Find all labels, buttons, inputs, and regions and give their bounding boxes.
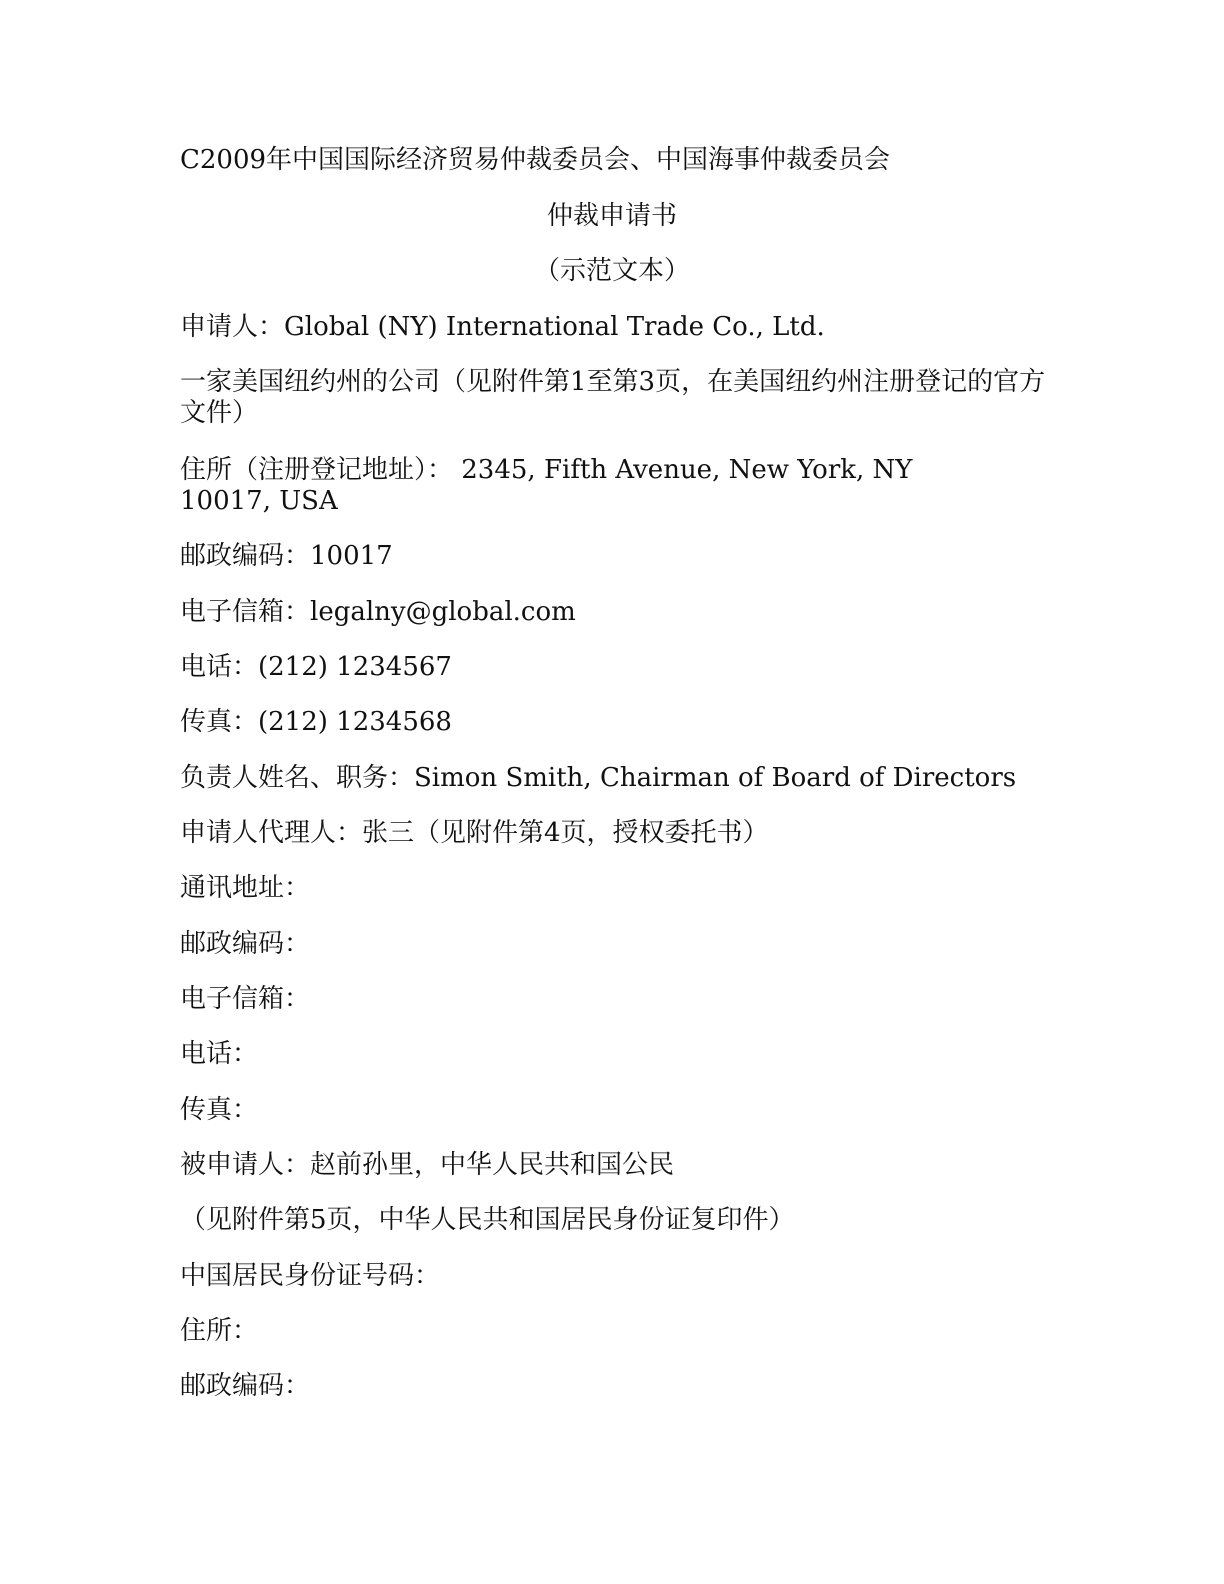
agent-name: 申请人代理人：张三（见附件第4页，授权委托书） [180,818,769,848]
respondent-name: 被申请人：赵前孙里，中华人民共和国公民 [180,1150,675,1180]
applicant-description: 一家美国纽约州的公司（见附件第1至第3页，在美国纽约州注册登记的官方文件） [180,367,1046,428]
respondent-id-number: 中国居民身份证号码： [180,1261,441,1291]
applicant-address: 住所（注册登记地址）： 2345, Fifth Avenue, New York, NY 10017, USA [180,455,913,516]
respondent-address: 住所： [180,1316,259,1346]
applicant-fax: 传真：(212) 1234568 [180,707,452,737]
agent-postal-code: 邮政编码： [180,929,311,959]
agent-address: 通讯地址： [180,873,311,903]
respondent-postal-code: 邮政编码： [180,1371,311,1401]
applicant-email: 电子信箱：legalny@global.com [180,597,576,627]
applicant-representative: 负责人姓名、职务：Simon Smith, Chairman of Board of Directors [180,763,1017,793]
applicant-name: 申请人：Global (NY) International Trade Co., Ltd. [180,312,825,342]
agent-email: 电子信箱： [180,984,311,1014]
document-subtitle: （示范文本） [533,256,690,286]
document-title: 仲裁申请书 [546,201,677,231]
agent-phone: 电话： [180,1039,259,1069]
document-header: C2009年中国国际经济贸易仲裁委员会、中国海事仲裁委员会 [180,145,891,175]
applicant-postal-code: 邮政编码：10017 [180,541,393,571]
agent-fax: 传真： [180,1095,259,1125]
respondent-attachment: （见附件第5页，中华人民共和国居民身份证复印件） [180,1205,795,1235]
applicant-phone: 电话：(212) 1234567 [180,652,452,682]
